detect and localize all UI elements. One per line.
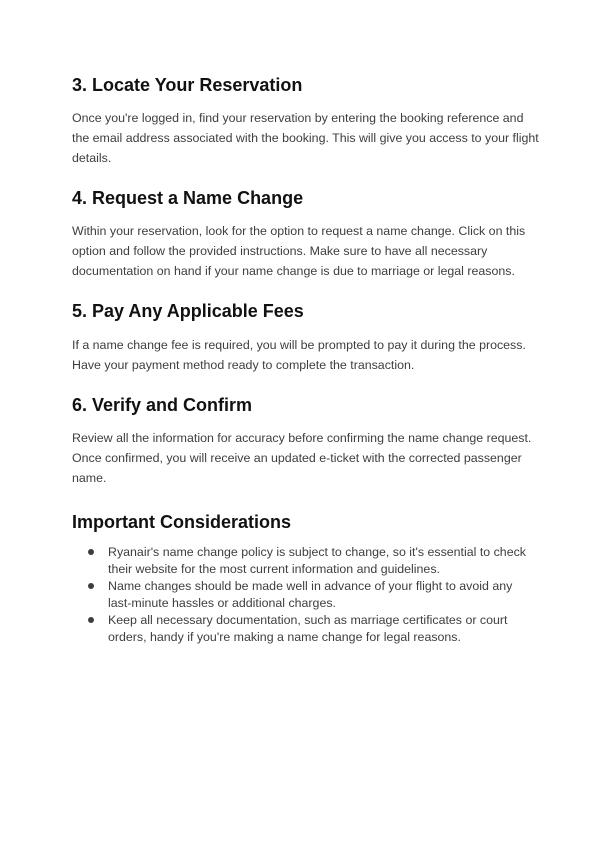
list-item-text: Name changes should be made well in advance of your flight to avoid any last-minute hassles or additional charges.: [108, 579, 513, 610]
section-body-request-name-change: Within your reservation, look for the option to request a name change. Click on this option and follow the provided instructions. Make sure to have all necessary documentation on hand if your name change is due to marriage or legal reasons.: [72, 224, 526, 278]
list-item-text: Keep all necessary documentation, such as marriage certificates or court orders, handy if you're making a name change for legal reasons.: [108, 613, 508, 644]
section-heading-request-name-change: 4. Request a Name Change: [72, 188, 304, 208]
list-item-text: Ryanair's name change policy is subject to change, so it's essential to check their website for the most current information and guidelines.: [108, 545, 526, 576]
list-item: [88, 544, 528, 578]
section-body-pay-fees: If a name change fee is required, you will be prompted to pay it during the process. Have your payment method ready to complete the transaction.: [72, 338, 526, 372]
section-heading-pay-fees: 5. Pay Any Applicable Fees: [72, 301, 304, 321]
section-heading-verify-confirm: 6. Verify and Confirm: [72, 395, 253, 415]
section-heading-locate-reservation: 3. Locate Your Reservation: [72, 75, 303, 95]
section-body-verify-confirm: Review all the information for accuracy before confirming the name change request. Once confirmed, you will receive an updated e-ticket with the corrected passenger name.: [72, 431, 532, 485]
considerations-list: [88, 544, 528, 646]
list-item: [88, 578, 528, 612]
section-body-locate-reservation: Once you're logged in, find your reservation by entering the booking reference and the email address associated with the booking. This will give you access to your flight details.: [72, 111, 539, 165]
list-item: [88, 612, 528, 646]
bullet-icon: [88, 583, 94, 589]
bullet-icon: [88, 617, 94, 623]
bullet-icon: [88, 549, 94, 555]
considerations-heading: Important Considerations: [72, 512, 292, 532]
